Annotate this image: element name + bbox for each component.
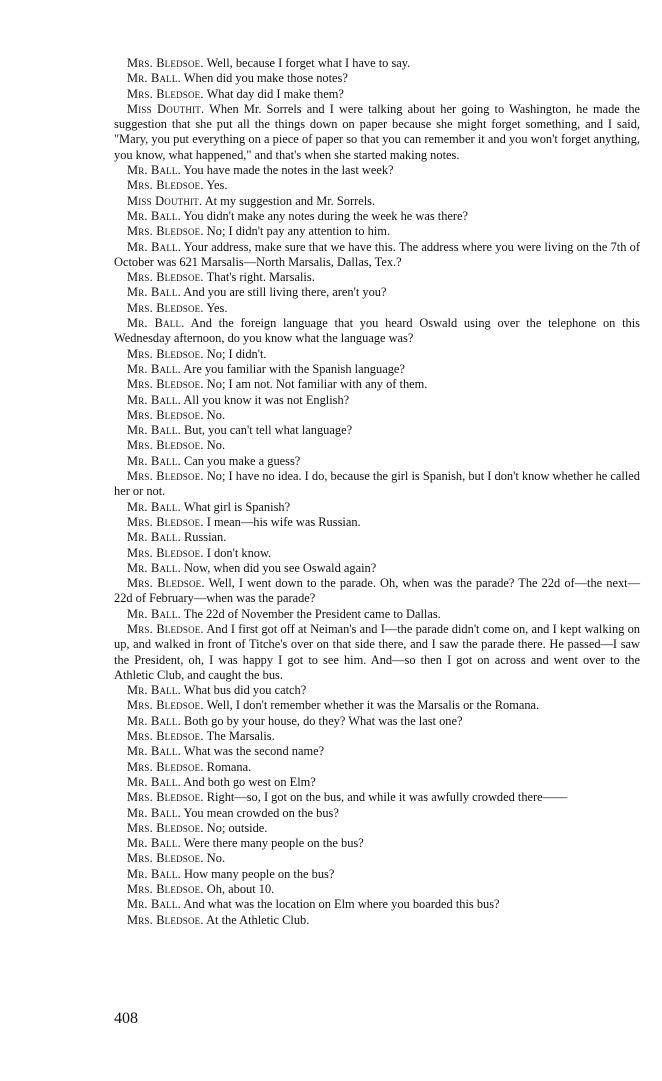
testimony-paragraph [114, 178, 640, 193]
speaker-label: Mrs. Bledsoe. [127, 300, 204, 315]
speaker-label: Miss Douthit. [127, 193, 203, 208]
speaker-label: Mrs. Bledsoe. [127, 912, 204, 927]
statement-text: No. [206, 407, 226, 422]
statement-text: And you are still living there, aren't you? [183, 285, 387, 300]
testimony-paragraph [114, 87, 640, 102]
testimony-paragraph [114, 438, 640, 453]
testimony-paragraph [114, 500, 640, 515]
statement-text: And what was the location on Elm where you boarded this bus? [183, 897, 500, 912]
speaker-label: Mr. Ball. [127, 499, 181, 514]
statement-text: At the Athletic Club. [206, 912, 310, 927]
speaker-label: Mrs. Bledsoe. [127, 178, 204, 193]
testimony-paragraph [114, 714, 640, 729]
speaker-label: Mrs. Bledsoe. [127, 790, 204, 805]
testimony-paragraph [114, 851, 640, 866]
speaker-label: Mr. Ball. [127, 836, 181, 851]
speaker-label: Mr. Ball. [127, 392, 181, 407]
testimony-paragraph [114, 698, 640, 713]
testimony-paragraph [114, 790, 640, 805]
speaker-label: Mrs. Bledsoe. [127, 377, 204, 392]
speaker-label: Mrs. Bledsoe. [127, 469, 204, 484]
speaker-label: Mrs. Bledsoe. [127, 86, 204, 101]
testimony-paragraph [114, 622, 640, 683]
testimony-paragraph [114, 347, 640, 362]
testimony-paragraph [114, 469, 640, 500]
speaker-label: Mr. Ball. [127, 163, 181, 178]
statement-text: Yes. [206, 300, 228, 315]
statement-text: Are you familiar with the Spanish language? [183, 361, 405, 376]
statement-text: No; I didn't. [206, 346, 267, 361]
speaker-label: Mrs. Bledsoe. [127, 759, 204, 774]
speaker-label: Mrs. Bledsoe. [127, 270, 204, 285]
statement-text: Well, I don't remember whether it was the Marsalis or the Romana. [206, 698, 540, 713]
testimony-paragraph [114, 530, 640, 545]
testimony-paragraph [114, 393, 640, 408]
statement-text: You mean crowded on the bus? [183, 805, 339, 820]
statement-text: How many people on the bus? [183, 866, 335, 881]
speaker-label: Mrs. Bledsoe. [127, 514, 204, 529]
testimony-paragraph [114, 882, 640, 897]
speaker-label: Mrs. Bledsoe. [127, 56, 204, 70]
testimony-paragraph [114, 913, 640, 928]
statement-text: And the foreign language that you heard Oswald using over the telephone on this Wednesday afternoon, do you know what the language was? [114, 316, 641, 346]
testimony-paragraph [114, 163, 640, 178]
testimony-paragraph [114, 71, 640, 86]
testimony-paragraph [114, 821, 640, 836]
statement-text: What girl is Spanish? [183, 499, 291, 514]
testimony-paragraph [114, 285, 640, 300]
speaker-label: Mrs. Bledsoe. [127, 576, 205, 591]
speaker-label: Mr. Ball. [127, 805, 181, 820]
speaker-label: Mr. Ball. [127, 606, 181, 621]
statement-text: The 22d of November the President came to Dallas. [183, 606, 441, 621]
testimony-paragraph [114, 377, 640, 392]
testimony-paragraph [114, 316, 640, 347]
speaker-label: Mrs. Bledsoe. [127, 820, 204, 835]
speaker-label: Mrs. Bledsoe. [127, 438, 204, 453]
testimony-paragraph [114, 836, 640, 851]
testimony-paragraph [114, 362, 640, 377]
statement-text: Right—so, I got on the bus, and while it was awfully crowded there—— [206, 790, 568, 805]
statement-text: Romana. [206, 759, 252, 774]
speaker-label: Mrs. Bledsoe. [127, 346, 204, 361]
page-number: 408 [114, 1010, 138, 1027]
statement-text: No; I am not. Not familiar with any of them. [206, 377, 428, 392]
statement-text: When Mr. Sorrels and I were talking about her going to Washington, he made the suggestion that she put all the things down on paper because she might forget something, and I said, "Mary, you put everything on a piece of paper so that you can remember it and you won't forget anything, you know, what happened," and that's when she started making notes. [114, 101, 641, 162]
statement-text: What was the second name? [183, 744, 325, 759]
testimony-paragraph [114, 102, 640, 163]
testimony-paragraph [114, 576, 640, 607]
statement-text: Your address, make sure that we have this. The address where you were living on the 7th of October was 621 Marsalis—North Marsalis, Dallas, Tex.? [114, 239, 640, 269]
speaker-label: Mr. Ball. [127, 530, 181, 545]
statement-text: All you know it was not English? [183, 392, 350, 407]
testimony-paragraph [114, 867, 640, 882]
testimony-paragraph [114, 194, 640, 209]
testimony-paragraph [114, 683, 640, 698]
testimony-paragraph [114, 760, 640, 775]
speaker-label: Mr. Ball. [127, 361, 181, 376]
statement-text: You didn't make any notes during the week he was there? [183, 208, 469, 223]
statement-text: Both go by your house, do they? What was the last one? [183, 713, 463, 728]
speaker-label: Mrs. Bledsoe. [127, 729, 204, 744]
statement-text: I don't know. [206, 545, 272, 560]
speaker-label: Miss Douthit. [127, 101, 205, 116]
speaker-label: Mrs. Bledsoe. [127, 882, 204, 897]
testimony-paragraph [114, 806, 640, 821]
statement-text: Were there many people on the bus? [183, 836, 364, 851]
statement-text: The Marsalis. [206, 729, 275, 744]
testimony-paragraph [114, 454, 640, 469]
statement-text: And I first got off at Neiman's and I—the parade didn't come on, and I kept walking on up, and walked in front of Titche's over on that side there, and I saw the parade there. He passed—I saw the President, oh, I was happy I got to see him. And—so then I got on across and went over to the Athletic Club, and caught the bus. [114, 621, 641, 682]
testimony-paragraph [114, 546, 640, 561]
statement-text: What day did I make them? [206, 86, 344, 101]
statement-text: Oh, about 10. [206, 882, 275, 897]
speaker-label: Mr. Ball. [127, 897, 181, 912]
testimony-paragraph [114, 561, 640, 576]
speaker-label: Mr. Ball. [127, 713, 181, 728]
statement-text: At my suggestion and Mr. Sorrels. [204, 193, 376, 208]
statement-text: No; I didn't pay any attention to him. [206, 224, 391, 239]
testimony-paragraph [114, 607, 640, 622]
statement-text: You have made the notes in the last week? [183, 163, 394, 178]
testimony-paragraph [114, 729, 640, 744]
speaker-label: Mr. Ball. [127, 683, 181, 698]
speaker-label: Mr. Ball. [127, 423, 181, 438]
speaker-label: Mr. Ball. [127, 71, 181, 86]
testimony-paragraph [114, 56, 640, 71]
testimony-paragraph [114, 270, 640, 285]
testimony-paragraph [114, 301, 640, 316]
speaker-label: Mr. Ball. [127, 560, 181, 575]
statement-text: No. [206, 851, 226, 866]
speaker-label: Mrs. Bledsoe. [127, 224, 204, 239]
testimony-paragraph [114, 897, 640, 912]
statement-text: Russian. [183, 530, 227, 545]
statement-text: But, you can't tell what language? [183, 423, 353, 438]
speaker-label: Mrs. Bledsoe. [127, 407, 204, 422]
testimony-page [114, 56, 640, 928]
speaker-label: Mr. Ball. [127, 285, 181, 300]
statement-text: Now, when did you see Oswald again? [183, 560, 377, 575]
speaker-label: Mrs. Bledsoe. [127, 545, 204, 560]
statement-text: Well, because I forget what I have to say. [206, 56, 411, 70]
statement-text: No; outside. [206, 820, 268, 835]
speaker-label: Mr. Ball. [127, 744, 181, 759]
testimony-paragraph [114, 224, 640, 239]
testimony-paragraph [114, 515, 640, 530]
statement-text: I mean—his wife was Russian. [206, 514, 361, 529]
statement-text: What bus did you catch? [183, 683, 307, 698]
speaker-label: Mr. Ball. [127, 316, 185, 331]
testimony-paragraph [114, 775, 640, 790]
statement-text: Can you make a guess? [183, 453, 301, 468]
statement-text: When did you make those notes? [183, 71, 348, 86]
statement-text: And both go west on Elm? [183, 774, 316, 789]
testimony-paragraph [114, 209, 640, 224]
statement-text: Yes. [206, 178, 228, 193]
speaker-label: Mr. Ball. [127, 453, 181, 468]
statement-text: No; I have no idea. I do, because the girl is Spanish, but I don't know whether he called her or not. [114, 469, 640, 499]
speaker-label: Mrs. Bledsoe. [127, 698, 204, 713]
statement-text: Well, I went down to the parade. Oh, when was the parade? The 22d of—the next—22d of February—when was the parade? [114, 576, 641, 606]
testimony-paragraph [114, 744, 640, 759]
statement-text: No. [206, 438, 226, 453]
speaker-label: Mrs. Bledsoe. [127, 851, 204, 866]
speaker-label: Mr. Ball. [127, 774, 181, 789]
speaker-label: Mrs. Bledsoe. [127, 621, 204, 636]
testimony-paragraph [114, 240, 640, 271]
speaker-label: Mr. Ball. [127, 208, 181, 223]
testimony-paragraph [114, 408, 640, 423]
statement-text: That's right. Marsalis. [206, 270, 315, 285]
testimony-paragraph [114, 423, 640, 438]
speaker-label: Mr. Ball. [127, 866, 181, 881]
speaker-label: Mr. Ball. [127, 239, 182, 254]
